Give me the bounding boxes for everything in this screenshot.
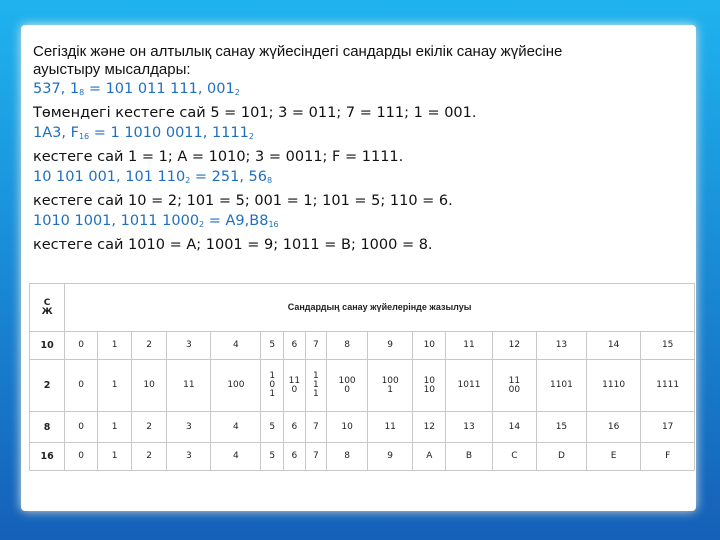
example-2-sub2: 2 bbox=[248, 132, 254, 141]
example-2 bbox=[33, 123, 686, 147]
table-cell: 6 bbox=[284, 443, 306, 471]
table-cell: 3 bbox=[167, 443, 211, 471]
table-cell: 10 10 bbox=[413, 360, 446, 412]
table-cell: B bbox=[446, 443, 493, 471]
table-cell: 3 bbox=[167, 332, 211, 360]
example-3 bbox=[33, 167, 686, 191]
table-row bbox=[30, 360, 695, 412]
example-1-sub2: 2 bbox=[234, 88, 240, 97]
table-cell: 11 bbox=[167, 360, 211, 412]
table-header-row bbox=[30, 284, 695, 332]
row-base-label: 8 bbox=[30, 412, 65, 443]
text-block bbox=[33, 43, 686, 255]
table-cell: 4 bbox=[211, 412, 261, 443]
table-cell: 8 bbox=[327, 443, 368, 471]
table-cell: 5 bbox=[261, 443, 284, 471]
table-cell: 6 bbox=[284, 412, 306, 443]
example-3-sub: 2 bbox=[185, 176, 191, 185]
table-cell: 5 bbox=[261, 332, 284, 360]
table-cell: 1101 bbox=[536, 360, 586, 412]
table-cell: 4 bbox=[211, 443, 261, 471]
table-cell: 100 0 bbox=[327, 360, 368, 412]
table-cell: 10 bbox=[132, 360, 167, 412]
table-cell: 1 bbox=[98, 332, 132, 360]
corner-bottom-label: Ж bbox=[41, 306, 53, 317]
table-cell: 7 bbox=[305, 332, 327, 360]
table-cell: 1111 bbox=[641, 360, 695, 412]
table-cell: A bbox=[413, 443, 446, 471]
example-2-sub: 16 bbox=[78, 132, 90, 141]
table-row bbox=[30, 412, 695, 443]
example-4-note: кестеге сай 1010 = A; 1001 = 9; 1011 = B; 1000 = 8. bbox=[33, 237, 433, 253]
table-cell: 8 bbox=[327, 332, 368, 360]
table-cell: 11 bbox=[446, 332, 493, 360]
table-cell: 7 bbox=[305, 443, 327, 471]
table-cell: 15 bbox=[536, 412, 586, 443]
table-cell: 100 1 bbox=[367, 360, 412, 412]
table-cell: 9 bbox=[367, 332, 412, 360]
table-caption: Сандардың санау жүйелерінде жазылуы bbox=[65, 284, 695, 332]
table-corner-cell bbox=[30, 284, 65, 332]
table-cell: 1011 bbox=[446, 360, 493, 412]
example-3-main: 10 101 001, 101 110 bbox=[33, 169, 186, 185]
row-base-label: 16 bbox=[30, 443, 65, 471]
row-base-label: 10 bbox=[30, 332, 65, 360]
example-2-note: кестеге сай 1 = 1; A = 1010; 3 = 0011; F = 1111. bbox=[33, 149, 404, 165]
table-row bbox=[30, 443, 695, 471]
table-cell: F bbox=[641, 443, 695, 471]
table-cell: 14 bbox=[586, 332, 640, 360]
table-cell: 9 bbox=[367, 443, 412, 471]
example-1-rest: = 101 011 111, 001 bbox=[84, 81, 235, 97]
row-base-label: 2 bbox=[30, 360, 65, 412]
table-cell: 7 bbox=[305, 412, 327, 443]
table-cell: 0 bbox=[65, 360, 98, 412]
corner-top-label: С bbox=[43, 297, 51, 308]
table-cell: 16 bbox=[586, 412, 640, 443]
example-4-rest: = A9,B8 bbox=[204, 213, 269, 229]
example-1-main: 537, 1 bbox=[33, 81, 80, 97]
table-cell: 1 bbox=[98, 412, 132, 443]
conversion-table bbox=[29, 283, 695, 471]
example-2-main: 1A3, F bbox=[33, 125, 79, 141]
example-4 bbox=[33, 211, 686, 235]
table-cell: E bbox=[586, 443, 640, 471]
table-cell: 13 bbox=[536, 332, 586, 360]
table-cell: 0 bbox=[65, 443, 98, 471]
table-cell: 5 bbox=[261, 412, 284, 443]
table-cell: 0 bbox=[65, 332, 98, 360]
table-cell: 6 bbox=[284, 332, 306, 360]
table-cell: 1 bbox=[98, 443, 132, 471]
table-cell: 1 bbox=[98, 360, 132, 412]
example-1-sub: 8 bbox=[79, 88, 85, 97]
table-cell: 14 bbox=[492, 412, 536, 443]
example-4-main: 1010 1001, 1011 1000 bbox=[33, 213, 200, 229]
intro-line-1: Сегіздік және он алтылық санау жүйесіндегі сандарды екілік санау жүйесіне bbox=[33, 43, 563, 60]
table-cell: 1110 bbox=[586, 360, 640, 412]
table-cell: 1 0 1 bbox=[261, 360, 284, 412]
example-1-note: Төмендегі кестеге сай 5 = 101; 3 = 011; 7 = 111; 1 = 001. bbox=[33, 105, 477, 121]
table-cell: 2 bbox=[132, 332, 167, 360]
example-3-rest: = 251, 56 bbox=[190, 169, 268, 185]
table-cell: 17 bbox=[641, 412, 695, 443]
example-4-sub2: 16 bbox=[268, 220, 279, 229]
table-cell: 12 bbox=[413, 412, 446, 443]
table-cell: 10 bbox=[413, 332, 446, 360]
example-3-note: кестеге сай 10 = 2; 101 = 5; 001 = 1; 101 = 5; 110 = 6. bbox=[33, 193, 453, 209]
table-cell: 11 0 bbox=[284, 360, 306, 412]
table-cell: 15 bbox=[641, 332, 695, 360]
table-cell: 1 1 1 bbox=[305, 360, 327, 412]
table-cell: D bbox=[536, 443, 586, 471]
example-1 bbox=[33, 79, 686, 103]
example-3-sub2: 8 bbox=[267, 176, 273, 185]
example-2-rest: = 1 1010 0011, 1111 bbox=[89, 125, 249, 141]
table-row bbox=[30, 332, 695, 360]
table-cell: C bbox=[492, 443, 536, 471]
intro-line-2: ауыстыру мысалдары: bbox=[33, 61, 191, 78]
table-cell: 4 bbox=[211, 332, 261, 360]
table-cell: 0 bbox=[65, 412, 98, 443]
table-cell: 12 bbox=[492, 332, 536, 360]
table-cell: 11 00 bbox=[492, 360, 536, 412]
table-cell: 2 bbox=[132, 412, 167, 443]
table-cell: 2 bbox=[132, 443, 167, 471]
example-4-sub: 2 bbox=[199, 220, 205, 229]
table-cell: 3 bbox=[167, 412, 211, 443]
table-cell: 13 bbox=[446, 412, 493, 443]
slide-panel bbox=[21, 25, 696, 511]
table-cell: 11 bbox=[367, 412, 412, 443]
table-cell: 100 bbox=[211, 360, 261, 412]
table-cell: 10 bbox=[327, 412, 368, 443]
